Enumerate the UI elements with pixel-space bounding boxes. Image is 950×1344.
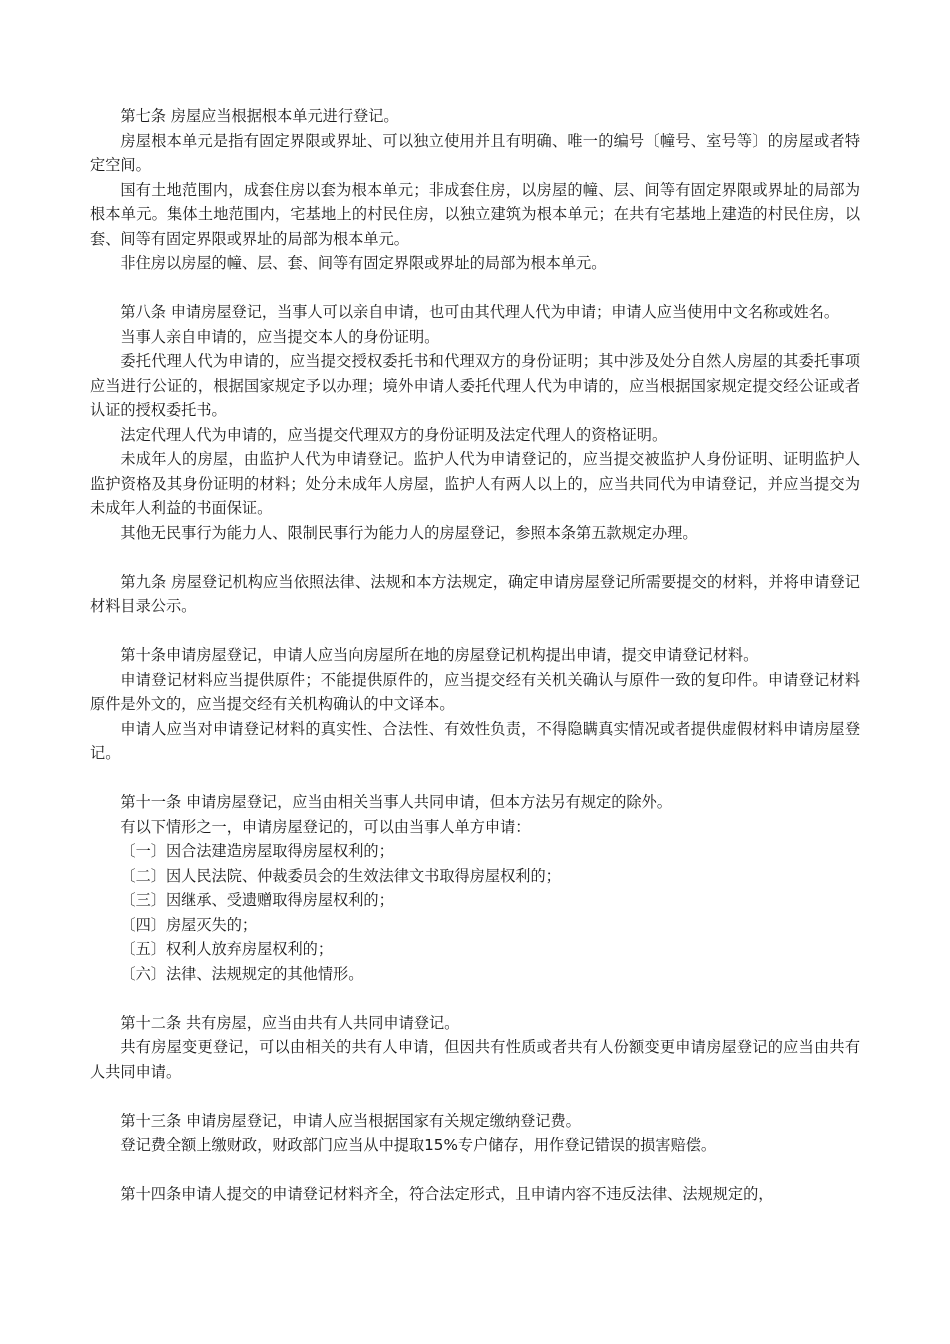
paragraph: 申请人应当对申请登记材料的真实性、合法性、有效性负责，不得隐瞒真实情况或者提供虚假材料申请房屋登记。 (90, 719, 860, 762)
paragraph: 第七条 房屋应当根据根本单元进行登记。 (120, 107, 399, 125)
document-body (90, 104, 860, 1207)
section-gap (90, 545, 860, 570)
paragraph: 〔三〕因继承、受遗赠取得房屋权利的； (120, 891, 394, 909)
article-section (90, 1109, 860, 1158)
paragraph: 未成年人的房屋，由监护人代为申请登记。监护人代为申请登记的，应当提交被监护人身份证明、证明监护人监护资格及其身份证明的材料；处分未成年人房屋，监护人有两人以上的，应当共同代为申请登记，并应当提交为未成年人利益的书面保证。 (90, 450, 860, 517)
article-section (90, 1182, 860, 1207)
paragraph: 有以下情形之一，申请房屋登记的，可以由当事人单方申请： (120, 817, 531, 836)
section-gap (90, 1158, 860, 1183)
paragraph: 法定代理人代为申请的，应当提交代理双方的身份证明及法定代理人的资格证明。 (120, 425, 668, 444)
paragraph: 共有房屋变更登记，可以由相关的共有人申请，但因共有性质或者共有人份额变更申请房屋登记的应当由共有人共同申请。 (90, 1038, 860, 1081)
article-section (90, 790, 860, 986)
paragraph: 其他无民事行为能力人、限制民事行为能力人的房屋登记，参照本条第五款规定办理。 (120, 523, 698, 542)
article-section (90, 570, 860, 619)
paragraph: 申请登记材料应当提供原件；不能提供原件的，应当提交经有关机关确认与原件一致的复印件。申请登记材料原件是外文的，应当提交经有关机构确认的中文译本。 (90, 670, 860, 713)
section-gap (90, 276, 860, 301)
paragraph: 〔六〕法律、法规规定的其他情形。 (120, 964, 364, 983)
article-section (90, 643, 860, 766)
paragraph: 当事人亲自申请的，应当提交本人的身份证明。 (120, 327, 440, 346)
paragraph: 〔二〕因人民法院、仲裁委员会的生效法律文书取得房屋权利的； (120, 866, 561, 885)
paragraph: 〔一〕因合法建造房屋取得房屋权利的； (120, 842, 394, 860)
section-gap (90, 619, 860, 644)
paragraph: 〔五〕权利人放弃房屋权利的； (120, 940, 334, 958)
paragraph: 第十四条申请人提交的申请登记材料齐全，符合法定形式，且申请内容不违反法律、法规规定的， (120, 1185, 774, 1203)
paragraph: 第十一条 申请房屋登记，应当由相关当事人共同申请，但本方法另有规定的除外。 (120, 793, 672, 811)
article-section (90, 104, 860, 276)
section-gap (90, 986, 860, 1011)
section-gap (90, 766, 860, 791)
paragraph: 第九条 房屋登记机构应当依照法律、法规和本方法规定，确定申请房屋登记所需要提交的材料，并将申请登记材料目录公示。 (90, 572, 860, 615)
paragraph: 房屋根本单元是指有固定界限或界址、可以独立使用并且有明确、唯一的编号〔幢号、室号等〕的房屋或者特定空间。 (90, 131, 860, 174)
paragraph: 第十二条 共有房屋，应当由共有人共同申请登记。 (120, 1013, 460, 1032)
paragraph: 第十三条 申请房屋登记，申请人应当根据国家有关规定缴纳登记费。 (120, 1111, 581, 1130)
article-section (90, 300, 860, 545)
paragraph: 委托代理人代为申请的，应当提交授权委托书和代理双方的身份证明；其中涉及处分自然人房屋的其委托事项应当进行公证的，根据国家规定予以办理；境外申请人委托代理人代为申请的，应当根据国家规定提交经公证或者认证的授权委托书。 (90, 352, 860, 419)
paragraph: 登记费全额上缴财政，财政部门应当从中提取15%专户储存，用作登记错误的损害赔偿。 (120, 1136, 717, 1154)
paragraph: 国有土地范围内，成套住房以套为根本单元；非成套住房，以房屋的幢、层、间等有固定界限或界址的局部为根本单元。集体土地范围内，宅基地上的村民住房，以独立建筑为根本单元；在共有宅基地上建造的村民住房，以套、间等有固定界限或界址的局部为根本单元。 (90, 180, 860, 248)
paragraph: 非住房以房屋的幢、层、套、间等有固定界限或界址的局部为根本单元。 (120, 254, 607, 272)
paragraph: 第十条申请房屋登记，申请人应当向房屋所在地的房屋登记机构提出申请，提交申请登记材料。 (120, 646, 759, 664)
section-gap (90, 1084, 860, 1109)
article-section (90, 1011, 860, 1085)
paragraph: 第八条 申请房屋登记，当事人可以亲自申请，也可由其代理人代为申请；申请人应当使用中文名称或姓名。 (120, 303, 840, 321)
paragraph: 〔四〕房屋灭失的； (120, 915, 258, 934)
